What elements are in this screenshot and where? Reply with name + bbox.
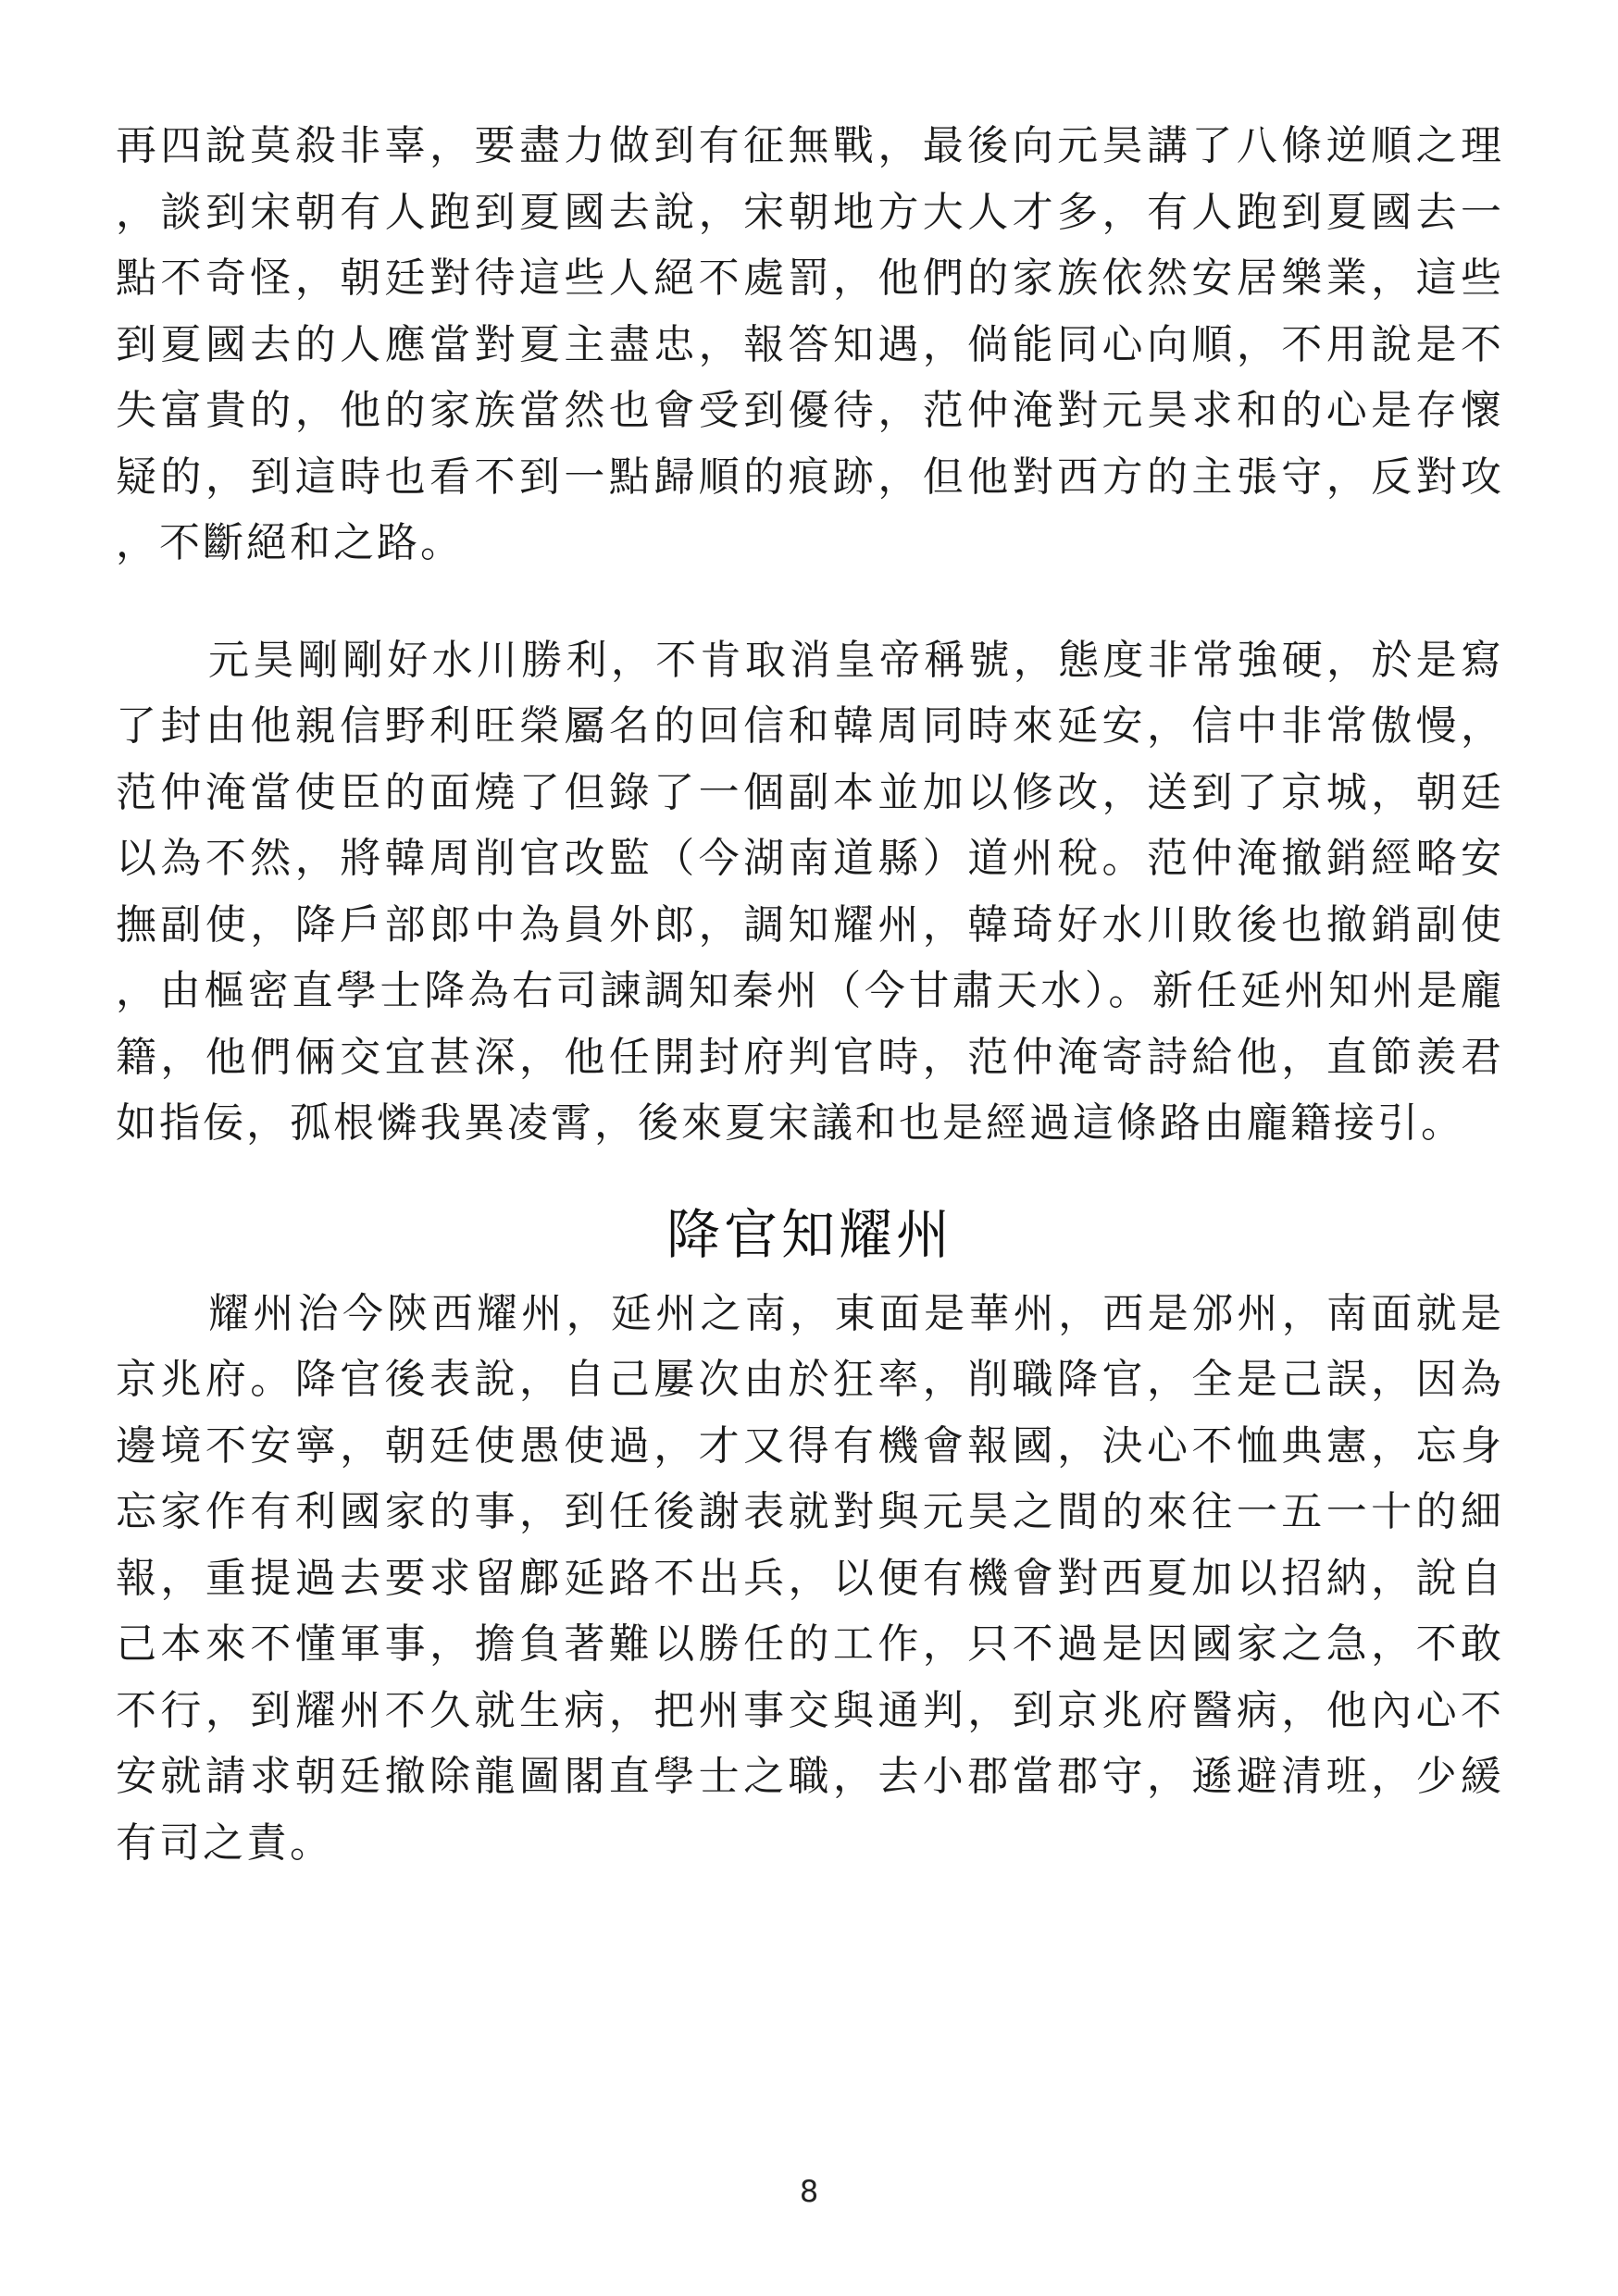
paragraph-3: 耀州治今陝西耀州，延州之南，東面是華州，西是邠州，南面就是京兆府。降官後表說，自己屢次由於狂率，削職降官，全是己誤，因為邊境不安寧，朝廷使愚使過，才又得有機會報國，決心不恤典憲，忘身忘家作有利國家的事，到任後謝表就對與元昊之間的來往一五一十的細報，重提過去要求留鄜延路不出兵，以便有機會對西夏加以招納，說自己本來不懂軍事，擔負著難以勝任的工作，只不過是因國家之急，不敢不行，到耀州不久就生病，把州事交與通判，到京兆府醫病，他內心不安就請求朝廷撤除龍圖閣直學士之職，去小郡當郡守，遜避清班，少緩有司之責。: [116, 1289, 1504, 1867]
page-number: 8: [799, 2174, 819, 2209]
paragraph-2: 元昊剛剛好水川勝利，不肯取消皇帝稱號，態度非常強硬，於是寫了封由他親信野利旺榮屬名的回信和韓周同時來延安，信中非常傲慢，范仲淹當使臣的面燒了但錄了一個副本並加以修改，送到了京城，朝廷以為不然，將韓周削官改監（今湖南道縣）道州稅。范仲淹撤銷經略安撫副使，降戶部郎中為員外郎，調知耀州，韓琦好水川敗後也撤銷副使，由樞密直學士降為右司諫調知秦州（今甘肅天水）。新任延州知州是龐籍，他們倆交宜甚深，他任開封府判官時，范仲淹寄詩給他，直節羨君如指佞，孤根憐我異凌霄，後來夏宋議和也是經過這條路由龐籍接引。: [116, 636, 1504, 1147]
text-column: [116, 113, 1504, 1876]
section-heading: 降官知耀州: [666, 1202, 953, 1266]
paragraph-1: 再四說莫殺非辜，要盡力做到有征無戰，最後向元昊講了八條逆順之理，談到宋朝有人跑到夏國去說，宋朝地方大人才多，有人跑到夏國去一點不奇怪，朝廷對待這些人絕不處罰，他們的家族依然安居樂業，這些到夏國去的人應當對夏主盡忠，報答知遇，倘能同心向順，不用說是不失富貴的，他的家族當然也會受到優待，范仲淹對元昊求和的心是存懷疑的，到這時也看不到一點歸順的痕跡，但他對西方的主張守，反對攻，不斷絕和之路。: [116, 122, 1504, 566]
